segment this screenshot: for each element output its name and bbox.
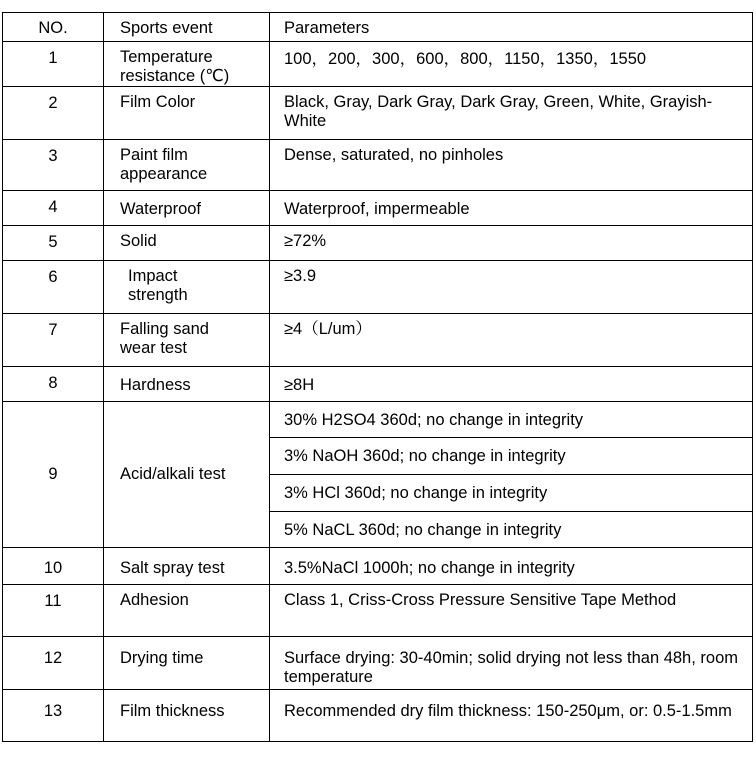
- table-row: [3, 226, 753, 261]
- row-params: ≥8H: [270, 367, 753, 402]
- row-no: 3: [3, 140, 104, 191]
- row-no: 8: [3, 367, 104, 402]
- row-event: Solid: [104, 226, 270, 261]
- table-row: [3, 261, 753, 314]
- acid-param-2: 3% NaOH 360d; no change in integrity: [270, 438, 753, 475]
- table-row: [3, 585, 753, 637]
- row-no: 1: [3, 42, 104, 87]
- table-row: [3, 87, 753, 140]
- row-params: ≥4（L/um）: [270, 314, 753, 367]
- row-params: Recommended dry film thickness: 150-250μm, or: 0.5-1.5mm: [270, 690, 753, 742]
- row-event: Waterproof: [104, 191, 270, 226]
- row-params: 3.5%NaCl 1000h; no change in integrity: [270, 548, 753, 585]
- header-row: [3, 13, 753, 42]
- parameters-table: [2, 12, 752, 742]
- table-row: [3, 367, 753, 402]
- acid-param-3: 3% HCl 360d; no change in integrity: [270, 475, 753, 512]
- header-event: Sports event: [104, 13, 270, 42]
- row-event: Adhesion: [104, 585, 270, 637]
- row-no: 12: [3, 637, 104, 690]
- row-no: 13: [3, 690, 104, 742]
- row-no: 11: [3, 585, 104, 637]
- row-no: 10: [3, 548, 104, 585]
- row-params: Dense, saturated, no pinholes: [270, 140, 753, 191]
- row-params: Waterproof, impermeable: [270, 191, 753, 226]
- header-no: NO.: [3, 13, 104, 42]
- acid-param-1: 30% H2SO4 360d; no change in integrity: [270, 402, 753, 438]
- table-row: [3, 637, 753, 690]
- row-event: Drying time: [104, 637, 270, 690]
- row-event: Film thickness: [104, 690, 270, 742]
- row-no: 2: [3, 87, 104, 140]
- table-row: [3, 42, 753, 87]
- row-no: 6: [3, 261, 104, 314]
- row-params: ≥3.9: [270, 261, 753, 314]
- row-event: Falling sand wear test: [104, 314, 270, 367]
- row-params: Black, Gray, Dark Gray, Dark Gray, Green, White, Grayish-White: [270, 87, 753, 140]
- table-row: [3, 314, 753, 367]
- header-params: Parameters: [270, 13, 753, 42]
- row-params: 100，200，300，600，800，1150，1350，1550: [270, 42, 753, 87]
- table-row: [3, 140, 753, 191]
- table-row: [3, 690, 753, 742]
- acid-param-4: 5% NaCL 360d; no change in integrity: [270, 512, 753, 548]
- row-event: Acid/alkali test: [104, 402, 270, 548]
- row-no: 7: [3, 314, 104, 367]
- row-event: Temperature resistance (℃): [104, 42, 270, 87]
- table-row: [3, 191, 753, 226]
- row-params: Class 1, Criss-Cross Pressure Sensitive Tape Method: [270, 585, 753, 637]
- row-params: ≥72%: [270, 226, 753, 261]
- row-event: Paint film appearance: [104, 140, 270, 191]
- table-row: [3, 548, 753, 585]
- row-params: Surface drying: 30-40min; solid drying not less than 48h, room temperature: [270, 637, 753, 690]
- row-event: Hardness: [104, 367, 270, 402]
- row-event: Impact strength: [104, 261, 270, 314]
- row-event: Salt spray test: [104, 548, 270, 585]
- row-no: 5: [3, 226, 104, 261]
- row-no: 4: [3, 191, 104, 226]
- table-row-acid-1: [3, 402, 753, 438]
- row-no: 9: [3, 402, 104, 548]
- row-event: Film Color: [104, 87, 270, 140]
